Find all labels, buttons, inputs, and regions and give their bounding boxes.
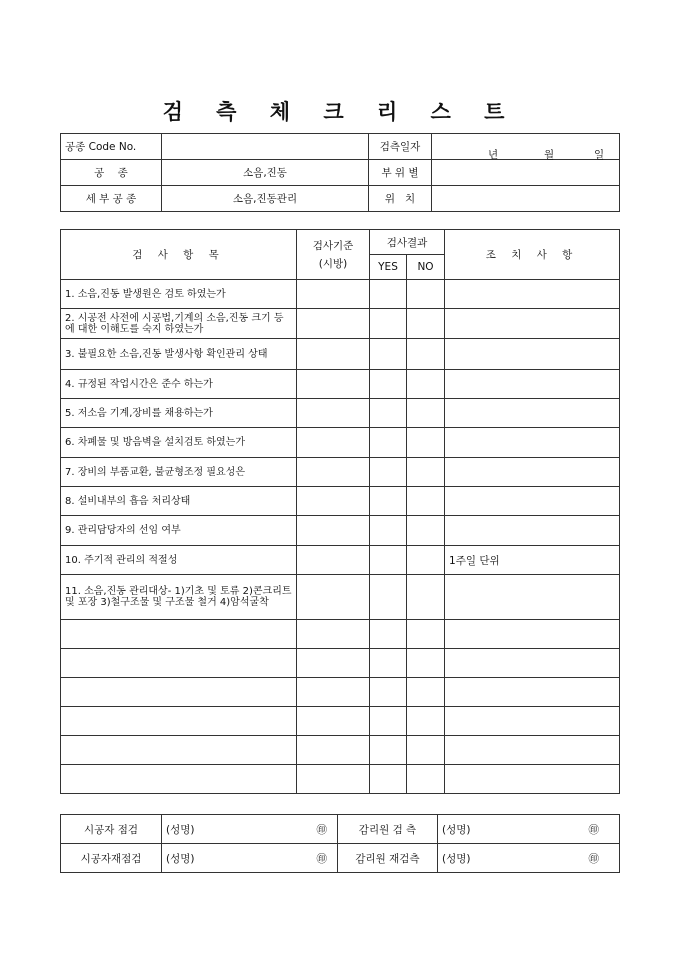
action-cell[interactable] [445,399,620,428]
supervisor-recheck-label: 감리원 재검측 [338,844,438,873]
inspect-date-value[interactable] [432,134,620,160]
action-cell[interactable] [445,309,620,339]
checklist-item [61,736,297,765]
signature-row [61,815,620,844]
seal-mark: ㊞ [588,852,599,865]
checklist-item: 1. 소음,진동 발생원은 검토 하였는가 [61,280,297,309]
checklist-item: 4. 규정된 작업시간은 준수 하는가 [61,370,297,399]
yes-cell[interactable] [370,575,407,620]
work-value[interactable]: 소음,진동 [162,160,369,186]
header-result: 검사결과 [370,230,445,255]
info-row [61,134,620,160]
action-cell[interactable] [445,516,620,546]
checklist-row [61,370,620,399]
checklist-item: 11. 소음,진동 관리대상- 1)기초 및 토류 2)콘크리트 및 포장 3)철구조물 및 구조물 철거 4)암석굴착 [61,575,297,620]
no-cell[interactable] [407,736,445,765]
action-cell[interactable] [445,487,620,516]
standard-cell[interactable] [297,620,370,649]
info-table [60,133,620,212]
checklist-row [61,575,620,620]
contractor-recheck-label: 시공자재점검 [61,844,162,873]
detail-value[interactable]: 소음,진동관리 [162,186,369,212]
checklist-item: 6. 차폐물 및 방음벽을 설치검토 하였는가 [61,428,297,458]
action-cell[interactable] [445,620,620,649]
blank-row [61,736,620,765]
yes-cell[interactable] [370,765,407,794]
no-cell[interactable] [407,399,445,428]
blank-row [61,620,620,649]
no-cell[interactable] [407,309,445,339]
standard-cell[interactable] [297,370,370,399]
standard-cell[interactable] [297,280,370,309]
checklist-item [61,765,297,794]
date-month: 월 [544,148,555,161]
blank-row [61,678,620,707]
checklist-item: 3. 불필요한 소음,진동 발생사항 확인관리 상태 [61,339,297,370]
checklist-row [61,280,620,309]
checklist-item: 9. 관리담당자의 선임 여부 [61,516,297,546]
yes-cell[interactable] [370,649,407,678]
header-standard-label: 검사기준 [312,239,354,252]
checklist-item [61,649,297,678]
blank-row [61,707,620,736]
yes-cell[interactable] [370,428,407,458]
signature-row [61,844,620,873]
yes-cell[interactable] [370,678,407,707]
no-cell[interactable] [407,280,445,309]
standard-cell[interactable] [297,546,370,575]
inspect-date-label: 검측일자 [369,134,432,160]
trade-value[interactable] [162,134,369,160]
signature-name-label: (성명) [442,852,471,865]
blank-row [61,765,620,794]
header-no: NO [407,255,445,280]
signature-name-label: (성명) [442,823,471,836]
action-cell[interactable] [445,765,620,794]
date-day: 일 [594,148,605,161]
checklist-item [61,620,297,649]
yes-cell[interactable] [370,370,407,399]
info-row [61,160,620,186]
yes-cell[interactable] [370,487,407,516]
checklist-item [61,707,297,736]
standard-cell[interactable] [297,309,370,339]
checklist-row [61,309,620,339]
checklist-item: 7. 장비의 부품교환, 불균형조정 필요성은 [61,458,297,487]
yes-cell[interactable] [370,546,407,575]
standard-cell[interactable] [297,516,370,546]
seal-mark: ㊞ [316,852,327,865]
standard-cell[interactable] [297,649,370,678]
part-value[interactable] [432,160,620,186]
work-label: 공 종 [61,160,162,186]
standard-cell[interactable] [297,458,370,487]
action-cell[interactable] [445,649,620,678]
checklist-row [61,516,620,546]
header-item: 검 사 항 목 [61,230,297,280]
action-cell[interactable] [445,428,620,458]
checklist-item: 2. 시공전 사전에 시공법,기계의 소음,진동 크기 등에 대한 이해도를 숙지 하였는가 [61,309,297,339]
checklist-row [61,546,620,575]
detail-label: 세 부 공 종 [61,186,162,212]
contractor-check-signature[interactable] [162,815,338,844]
supervisor-check-signature[interactable] [438,815,620,844]
checklist-row [61,487,620,516]
action-cell[interactable] [445,280,620,309]
info-row [61,186,620,212]
no-cell[interactable] [407,707,445,736]
seal-mark: ㊞ [316,823,327,836]
no-cell[interactable] [407,458,445,487]
standard-cell[interactable] [297,339,370,370]
no-cell[interactable] [407,546,445,575]
yes-cell[interactable] [370,399,407,428]
standard-cell[interactable] [297,487,370,516]
checklist-item [61,678,297,707]
header-row [61,230,620,255]
checklist-row [61,428,620,458]
standard-cell[interactable] [297,707,370,736]
blank-row [61,649,620,678]
seal-mark: ㊞ [588,823,599,836]
yes-cell[interactable] [370,516,407,546]
header-standard [297,230,370,280]
contractor-recheck-signature[interactable] [162,844,338,873]
checklist-item: 10. 주기적 관리의 적절성 [61,546,297,575]
standard-cell[interactable] [297,765,370,794]
action-cell[interactable] [445,370,620,399]
supervisor-recheck-signature[interactable] [438,844,620,873]
yes-cell[interactable] [370,458,407,487]
yes-cell[interactable] [370,620,407,649]
date-year: 년 [488,148,499,161]
yes-cell[interactable] [370,309,407,339]
action-cell[interactable] [445,678,620,707]
header-standard-sub: (시방) [318,257,348,270]
action-cell[interactable] [445,458,620,487]
no-cell[interactable] [407,620,445,649]
checklist-table [60,229,620,794]
no-cell[interactable] [407,428,445,458]
no-cell[interactable] [407,575,445,620]
checklist-row [61,339,620,370]
yes-cell[interactable] [370,736,407,765]
supervisor-check-label: 감리원 검 측 [338,815,438,844]
location-value[interactable] [432,186,620,212]
contractor-check-label: 시공자 점검 [61,815,162,844]
page-title: 검 측 체 크 리 스 트 [162,99,518,124]
no-cell[interactable] [407,487,445,516]
yes-cell[interactable] [370,707,407,736]
part-label: 부 위 별 [369,160,432,186]
location-label: 위 치 [369,186,432,212]
trade-label: 공종 Code No. [61,134,162,160]
action-cell[interactable] [445,339,620,370]
header-yes: YES [370,255,407,280]
header-action: 조 치 사 항 [445,230,620,280]
no-cell[interactable] [407,649,445,678]
action-cell[interactable] [445,736,620,765]
action-cell[interactable] [445,707,620,736]
signature-name-label: (성명) [166,852,195,865]
action-cell[interactable] [445,575,620,620]
checklist-body [61,280,620,794]
standard-cell[interactable] [297,428,370,458]
checklist-row [61,458,620,487]
signature-name-label: (성명) [166,823,195,836]
checklist-row [61,399,620,428]
standard-cell[interactable] [297,678,370,707]
signature-table [60,814,620,873]
action-cell[interactable]: 1주일 단위 [445,546,620,575]
yes-cell[interactable] [370,339,407,370]
no-cell[interactable] [407,678,445,707]
no-cell[interactable] [407,339,445,370]
standard-cell[interactable] [297,736,370,765]
yes-cell[interactable] [370,280,407,309]
no-cell[interactable] [407,765,445,794]
checklist-item: 8. 설비내부의 흡음 처리상태 [61,487,297,516]
standard-cell[interactable] [297,575,370,620]
no-cell[interactable] [407,370,445,399]
standard-cell[interactable] [297,399,370,428]
no-cell[interactable] [407,516,445,546]
checklist-item: 5. 저소음 기계,장비를 채용하는가 [61,399,297,428]
